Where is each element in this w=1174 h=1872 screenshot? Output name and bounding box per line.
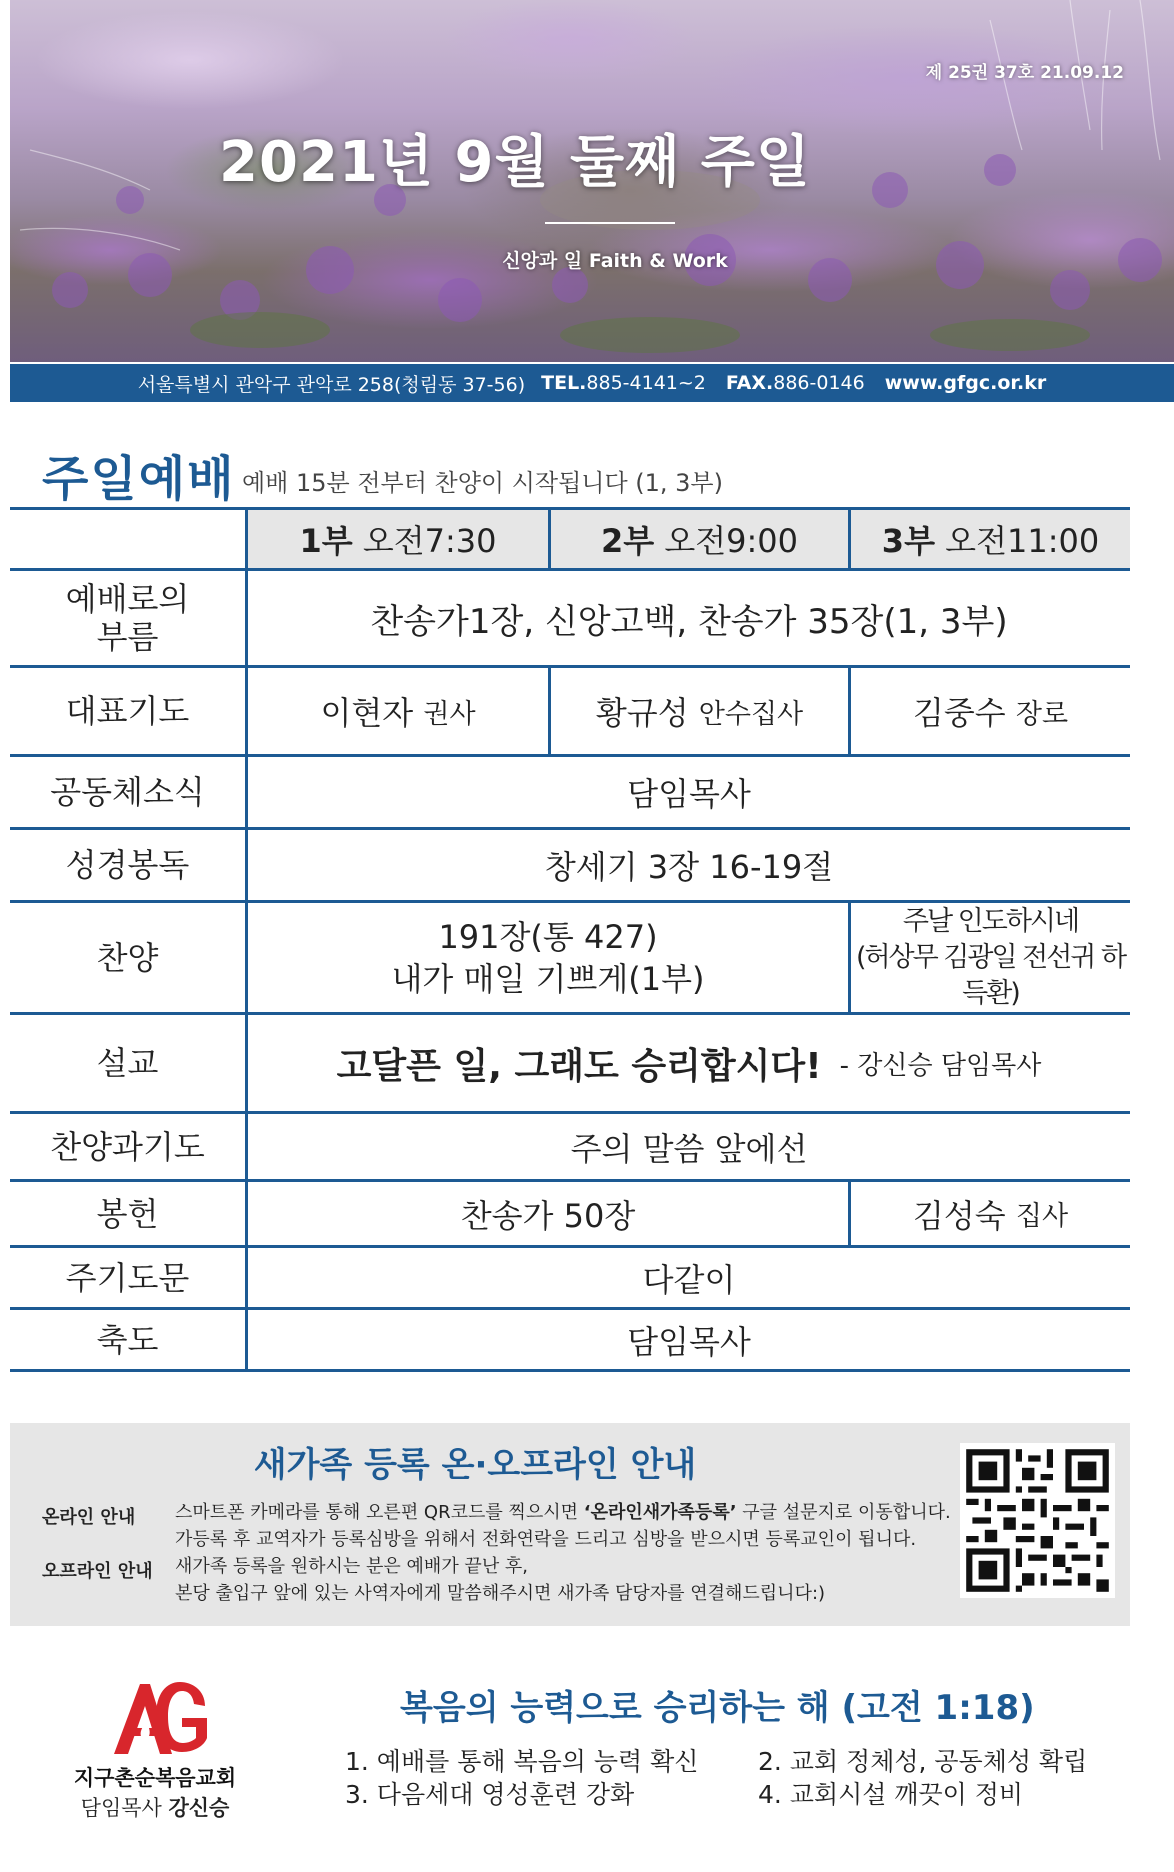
row-label: 설교: [10, 1015, 248, 1111]
row-label: 공동체소식: [10, 757, 248, 827]
offline-text-line-1: 새가족 등록을 원하시는 분은 예배가 끝난 후,: [175, 1556, 529, 1577]
praise-choir: 주날 인도하시네 (허상무 김광일 전선귀 하득환): [848, 903, 1130, 1012]
row-value: 담임목사: [627, 1322, 751, 1361]
bulletin-theme: 신앙과 일 Faith & Work: [502, 250, 728, 272]
goal-item: 2. 교회 정체성, 공동체성 확립: [758, 1747, 1088, 1776]
row-label: 찬양: [10, 903, 248, 1012]
goal-item: 3. 다음세대 영성훈련 강화: [345, 1780, 635, 1809]
tel-label: TEL.: [541, 372, 587, 394]
online-label: 온라인 안내: [42, 1507, 136, 1528]
row-label: 축도: [10, 1310, 248, 1369]
online-text-line-1: 스마트폰 카메라를 통해 오른편 QR코드를 찍으시면 ‘온라인새가족등록’ 구글 설문지로 이동합니다.: [175, 1502, 951, 1523]
prayer-leader-1: 이현자 권사: [320, 694, 476, 732]
service-1-header: 1부 오전7:30: [248, 510, 548, 568]
praise-hymn: 191장(통 427) 내가 매일 기쁘게(1부): [391, 917, 705, 998]
row-label: 대표기도: [10, 668, 248, 754]
table-row-lords-prayer: [10, 1248, 1130, 1310]
goal-item: 1. 예배를 통해 복음의 능력 확신: [345, 1747, 699, 1776]
sermon-title: 고달픈 일, 그래도 승리합시다!: [336, 1045, 822, 1087]
row-label: 주기도문: [10, 1248, 248, 1307]
tel-number: 885-4141~2: [586, 372, 706, 394]
table-header-row: [10, 507, 1130, 571]
prayer-leader-2: 황규성 안수집사: [548, 668, 848, 754]
row-value: 창세기 3장 16-19절: [544, 848, 834, 886]
table-row-scripture-reading: [10, 830, 1130, 903]
table-row-offering: [10, 1182, 1130, 1248]
table-row-praise: [10, 903, 1130, 1015]
table-row-community-news: [10, 757, 1130, 830]
service-3-header: 3부 오전11:00: [848, 510, 1130, 568]
address: 서울특별시 관악구 관악로 258(청림동 37-56): [137, 373, 526, 396]
issue-number: 제 25권 37호 21.09.12: [925, 63, 1124, 83]
contact-bar: [10, 364, 1174, 402]
sermon-preacher: - 강신승 담임목사: [839, 1050, 1042, 1081]
online-text-line-2: 가등록 후 교역자가 등록심방을 위해서 전화연락을 드리고 심방을 받으시면 등록교인이 됩니다.: [175, 1529, 917, 1550]
bulletin-title: 2021년 9월 둘째 주일: [219, 130, 811, 195]
row-label: 성경봉독: [10, 830, 248, 900]
row-label: 예배로의 부름: [10, 571, 248, 665]
church-name: 지구촌순복음교회: [73, 1766, 237, 1790]
offering-leader: 김성숙 집사: [848, 1182, 1130, 1245]
offline-label: 오프라인 안내: [42, 1561, 153, 1582]
qr-code[interactable]: [960, 1443, 1115, 1598]
goal-item: 4. 교회시설 깨끗이 정비: [758, 1780, 1024, 1809]
offering-hymn: 찬송가 50장: [460, 1196, 636, 1235]
table-row-sermon: [10, 1015, 1130, 1114]
table-row-benediction: [10, 1310, 1130, 1372]
new-family-title: 새가족 등록 온·오프라인 안내: [253, 1445, 697, 1485]
senior-pastor: 담임목사 강신승: [80, 1796, 230, 1820]
new-family-info-box: [10, 1423, 1130, 1626]
offline-text-line-2: 본당 출입구 앞에 있는 사역자에게 말씀해주시면 새가족 담당자를 연결해드립니다:): [175, 1583, 826, 1604]
table-row-call-to-worship: [10, 571, 1130, 668]
fax-number: 886-0146: [773, 372, 865, 394]
church-logo-icon: [110, 1676, 210, 1756]
website-link[interactable]: www.gfgc.or.kr: [884, 372, 1047, 394]
section-note: 예배 15분 전부터 찬양이 시작됩니다 (1, 3부): [242, 469, 723, 497]
service-2-header: 2부 오전9:00: [548, 510, 848, 568]
row-label: 찬양과기도: [10, 1114, 248, 1179]
prayer-leader-3: 김중수 장로: [848, 668, 1130, 754]
row-value: 다같이: [642, 1260, 736, 1299]
table-row-praise-and-prayer: [10, 1114, 1130, 1182]
header-empty-cell: [10, 510, 248, 568]
fax-label: FAX.: [725, 372, 774, 394]
row-label: 봉헌: [10, 1182, 248, 1245]
year-motto: 복음의 능력으로 승리하는 해 (고전 1:18): [400, 1688, 1035, 1728]
hero-banner: [10, 0, 1174, 362]
row-value: 주의 말씀 앞에선: [570, 1129, 808, 1168]
sermon-cell: [248, 1015, 1130, 1111]
row-value: 찬송가1장, 신앙고백, 찬송가 35장(1, 3부): [370, 601, 1008, 642]
table-row-representative-prayer: [10, 668, 1130, 757]
section-title: 주일예배: [42, 451, 236, 507]
title-divider: [545, 222, 675, 224]
row-value: 담임목사: [627, 775, 751, 813]
